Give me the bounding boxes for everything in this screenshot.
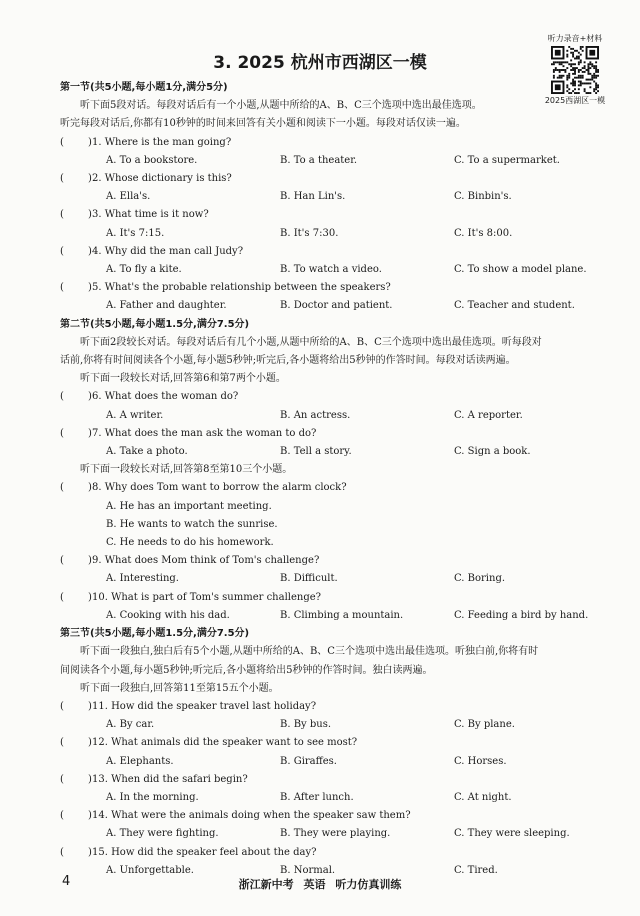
question-5 [60, 279, 592, 315]
question-12 [60, 734, 592, 770]
question-stem: 12. What animals did the speaker want to see most? [92, 737, 358, 749]
section-3-instructions-2: 间阅读各个小题,每小题5秒钟;听完后,各小题将给出5秒钟的作答时间。独白读两遍。 [60, 664, 433, 676]
section-1-heading: 第一节(共5小题,每小题1分,满分5分) [60, 82, 228, 93]
option-a: A. Cooking with his dad. [106, 609, 230, 621]
answer-paren-close: ) [88, 136, 92, 148]
option-b: B. He wants to watch the sunrise. [106, 518, 278, 530]
option-b: B. Difficult. [280, 573, 338, 585]
option-b: B. It's 7:30. [280, 227, 339, 239]
question-6 [60, 388, 592, 424]
section-3-sub-instruction: 听下面一段独白,回答第11至第15五个小题。 [80, 682, 279, 694]
option-c: C. Sign a book. [454, 446, 531, 458]
option-c: C. Tired. [454, 864, 498, 876]
option-a: A. To fly a kite. [106, 264, 182, 276]
option-a: A. In the morning. [106, 791, 199, 803]
option-c: C. Teacher and student. [454, 300, 575, 312]
question-stem: 2. Whose dictionary is this? [92, 173, 232, 185]
option-c: C. He needs to do his homework. [106, 537, 274, 549]
option-a: A. Ella's. [106, 191, 151, 203]
answer-paren-close: ) [88, 846, 92, 858]
section-2-instructions-2: 话前,你将有时间阅读各个小题,每小题5秒钟;听完后,各小题将给出5秒钟的作答时间。每段对话读两遍。 [60, 355, 516, 367]
option-c: C. To a supermarket. [454, 154, 560, 166]
page-title: 3. 2025 杭州市西湖区一模 [213, 53, 427, 73]
option-c: C. Feeding a bird by hand. [454, 609, 589, 621]
answer-paren-open: ( [60, 482, 64, 494]
answer-paren-open: ( [60, 846, 64, 858]
section-3-instructions: 听下面一段独白,独白后有5个小题,从题中所给的A、B、C三个选项中选出最佳选项。听独白前,你将有时 [80, 646, 539, 658]
option-b: B. An actress. [280, 409, 351, 421]
answer-paren-close: ) [88, 282, 92, 294]
answer-paren-close: ) [88, 773, 92, 785]
question-stem: 5. What's the probable relationship between the speakers? [92, 282, 391, 294]
section-1-instructions: 听下面5段对话。每段对话后有一个小题,从题中所给的A、B、C三个选项中选出最佳选项。 [80, 100, 482, 112]
option-b: B. Tell a story. [280, 446, 352, 458]
qr-top-caption: 听力录音+材料 [547, 34, 603, 43]
question-8 [60, 479, 592, 552]
question-1 [60, 134, 592, 170]
option-b: B. Han Lin's. [280, 191, 346, 203]
exam-content [60, 79, 592, 880]
option-c: C. Boring. [454, 573, 506, 585]
question-9 [60, 552, 592, 588]
option-a: A. They were fighting. [106, 828, 219, 840]
option-a: A. Take a photo. [106, 446, 188, 458]
answer-paren-open: ( [60, 209, 64, 221]
answer-paren-open: ( [60, 136, 64, 148]
answer-paren-close: ) [88, 391, 92, 403]
answer-paren-open: ( [60, 773, 64, 785]
question-stem: 13. When did the safari begin? [92, 773, 248, 785]
answer-paren-open: ( [60, 391, 64, 403]
answer-paren-open: ( [60, 427, 64, 439]
section-1-instructions-2: 听完每段对话后,你都有10秒钟的时间来回答有关小题和阅读下一小题。每段对话仅读一遍。 [60, 118, 466, 130]
question-13 [60, 771, 592, 807]
question-stem: 10. What is part of Tom's summer challenge? [92, 591, 322, 603]
answer-paren-close: ) [88, 591, 92, 603]
answer-paren-close: ) [88, 209, 92, 221]
option-a: A. To a bookstore. [106, 154, 198, 166]
option-c: C. It's 8:00. [454, 227, 513, 239]
question-stem: 15. How did the speaker feel about the day? [92, 846, 317, 858]
question-stem: 9. What does Mom think of Tom's challenge? [92, 555, 320, 567]
answer-paren-open: ( [60, 591, 64, 603]
book-title: 浙江新中考 英语 听力仿真训练 [238, 878, 402, 891]
option-c: C. A reporter. [454, 409, 523, 421]
answer-paren-close: ) [88, 737, 92, 749]
page-footer [0, 874, 640, 894]
question-stem: 8. Why does Tom want to borrow the alarm clock? [92, 482, 347, 494]
section-3-heading: 第三节(共5小题,每小题1.5分,满分7.5分) [60, 628, 250, 640]
question-4 [60, 243, 592, 279]
section-2-sub-instruction-1: 听下面一段较长对话,回答第6和第7两个小题。 [80, 373, 286, 385]
answer-paren-close: ) [88, 810, 92, 822]
question-stem: 3. What time is it now? [92, 209, 209, 221]
option-b: B. To a theater. [280, 154, 358, 166]
question-11 [60, 698, 592, 734]
question-stem: 1. Where is the man going? [92, 136, 232, 148]
option-c: C. Horses. [454, 755, 507, 767]
option-b: B. They were playing. [280, 828, 391, 840]
option-b: B. By bus. [280, 719, 332, 731]
option-a: A. Unforgettable. [106, 864, 194, 876]
option-b: B. After lunch. [280, 791, 354, 803]
answer-paren-open: ( [60, 810, 64, 822]
option-c: C. Binbin's. [454, 191, 512, 203]
option-c: C. To show a model plane. [454, 264, 587, 276]
section-1-questions [60, 134, 592, 316]
option-a: A. It's 7:15. [106, 227, 165, 239]
section-2-heading: 第二节(共5小题,每小题1.5分,满分7.5分) [60, 318, 250, 330]
section-2-instructions: 听下面2段较长对话。每段对话后有几个小题,从题中所给的A、B、C三个选项中选出最佳选项。听每段对 [80, 336, 542, 348]
answer-paren-open: ( [60, 245, 64, 257]
option-b: B. Doctor and patient. [280, 300, 393, 312]
answer-paren-close: ) [88, 555, 92, 567]
option-c: C. At night. [454, 791, 512, 803]
question-14 [60, 807, 592, 843]
answer-paren-open: ( [60, 282, 64, 294]
question-7 [60, 425, 592, 461]
answer-paren-close: ) [88, 482, 92, 494]
option-a: A. Interesting. [106, 573, 179, 585]
option-a: A. A writer. [106, 409, 164, 421]
question-3 [60, 206, 592, 242]
answer-paren-open: ( [60, 555, 64, 567]
section-2-sub-instruction-2: 听下面一段较长对话,回答第8至第10三个小题。 [80, 464, 293, 476]
answer-paren-close: ) [88, 245, 92, 257]
qr-bottom-caption: 2025西湖区一模 [544, 96, 606, 105]
question-stem: 6. What does the woman do? [92, 391, 239, 403]
option-a: A. Father and daughter. [106, 300, 227, 312]
question-stem: 11. How did the speaker travel last holiday? [92, 700, 317, 712]
question-10 [60, 589, 592, 625]
option-c: C. By plane. [454, 719, 515, 731]
answer-paren-close: ) [88, 427, 92, 439]
answer-paren-open: ( [60, 173, 64, 185]
section-3-questions [60, 698, 592, 880]
option-a: A. Elephants. [106, 755, 174, 767]
answer-paren-open: ( [60, 737, 64, 749]
answer-paren-open: ( [60, 700, 64, 712]
question-stem: 7. What does the man ask the woman to do? [92, 427, 317, 439]
option-b: B. To watch a video. [280, 264, 382, 276]
question-stem: 14. What were the animals doing when the speaker saw them? [92, 810, 411, 822]
option-b: B. Giraffes. [280, 755, 337, 767]
option-a: A. By car. [106, 719, 155, 731]
question-stem: 4. Why did the man call Judy? [92, 245, 244, 257]
option-c: C. They were sleeping. [454, 828, 570, 840]
option-b: B. Normal. [280, 864, 336, 876]
question-2 [60, 170, 592, 206]
page-number: 4 [62, 874, 71, 889]
answer-paren-close: ) [88, 700, 92, 712]
answer-paren-close: ) [88, 173, 92, 185]
option-b: B. Climbing a mountain. [280, 609, 404, 621]
option-a: A. He has an important meeting. [106, 500, 272, 512]
